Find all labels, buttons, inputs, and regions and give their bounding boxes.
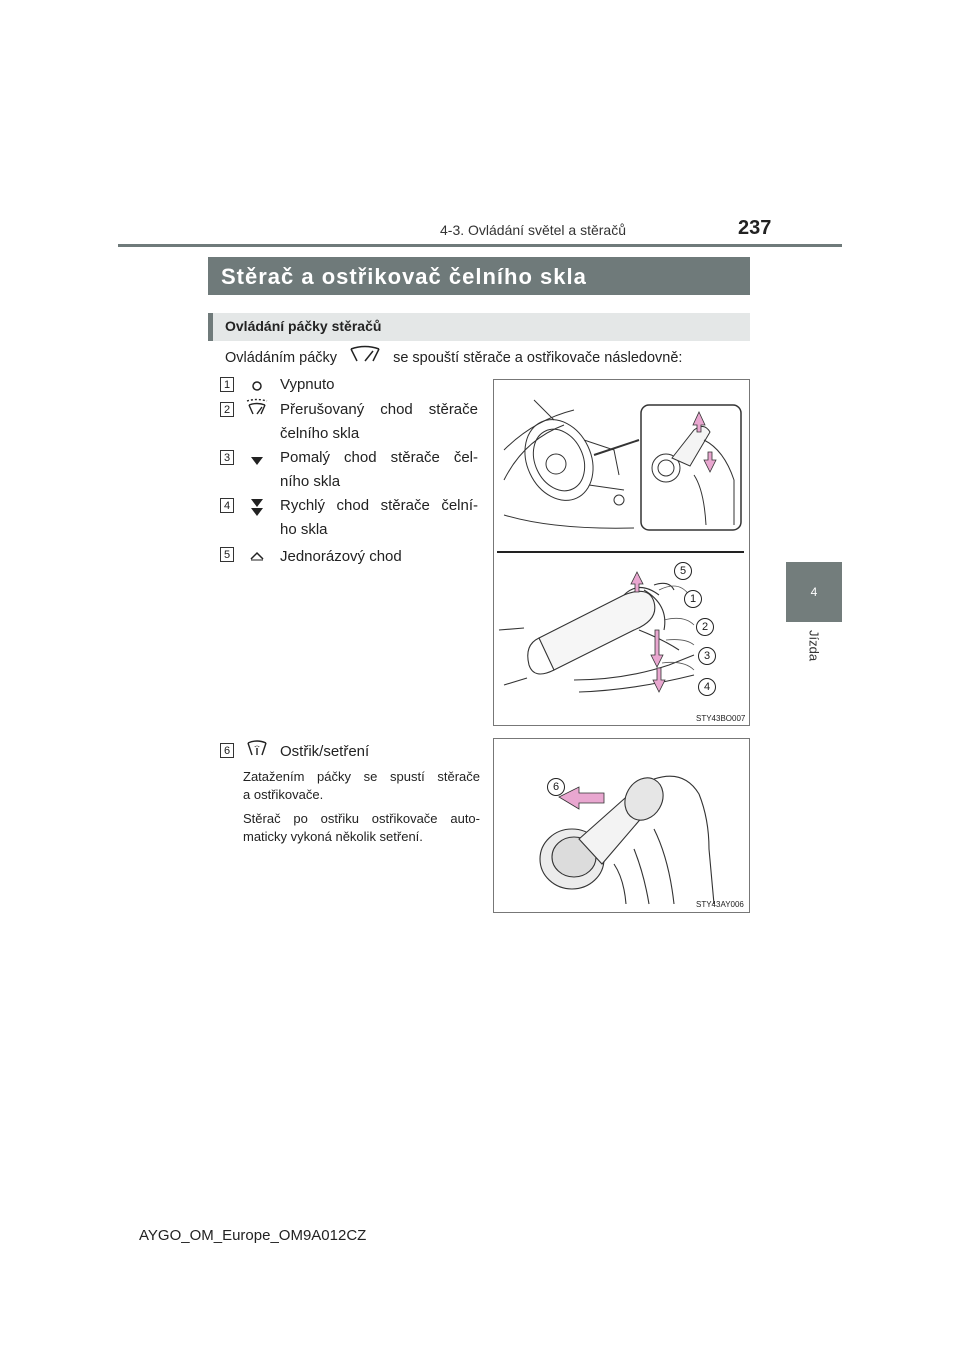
figure-code: STY43AY006 (696, 900, 744, 909)
washer-icon (245, 737, 269, 766)
item-number: 4 (220, 498, 234, 513)
item-text (280, 446, 478, 494)
intermittent-wiper-icon (245, 398, 269, 423)
wiper-icon (341, 351, 389, 365)
item-text: Vypnuto (280, 376, 335, 393)
paragraph (243, 768, 480, 804)
figure-washer-pull (493, 738, 750, 913)
item-number: 2 (220, 402, 234, 417)
item-line: ního skla (280, 473, 341, 490)
item-text: Jednorázový chod (280, 548, 402, 565)
item-text: Ostřik/setření (280, 743, 370, 760)
callout-4: 4 (698, 678, 716, 696)
intro-before: Ovládáním páčky (225, 350, 338, 366)
intro-text (225, 350, 682, 366)
item-text (280, 398, 478, 446)
item-number: 3 (220, 450, 234, 465)
chapter-label: Jízda (806, 630, 822, 662)
callout-3: 3 (698, 647, 716, 665)
item-number: 5 (220, 547, 234, 562)
single-down-triangle-icon (250, 453, 264, 471)
paragraph (243, 810, 480, 846)
page-number: 237 (738, 217, 772, 239)
double-down-triangle-icon (250, 498, 264, 523)
item-line: Přerušovaný chod stěrače (280, 401, 478, 418)
figure-code: STY43BO007 (696, 714, 746, 723)
callout-5: 5 (674, 562, 692, 580)
item-number: 6 (220, 743, 234, 758)
paragraph-line: a ostřikovače. (243, 787, 324, 802)
header-rule (118, 244, 842, 247)
paragraph-line: Stěrač po ostřiku ostřikovače auto- (243, 811, 480, 826)
intro-after: se spouští stěrače a ostřikovače následovně: (393, 350, 683, 366)
page-title: Stěrač a ostřikovač čelního skla (208, 257, 750, 295)
document-footer: AYGO_OM_Europe_OM9A012CZ (139, 1227, 367, 1244)
callout-2: 2 (696, 618, 714, 636)
callout-1: 1 (684, 590, 702, 608)
item-line: Pomalý chod stěrače čel- (280, 449, 478, 466)
paragraph-line: maticky vykoná několik setření. (243, 829, 423, 844)
paragraph-line: Zatažením páčky se spustí stěrače (243, 769, 480, 784)
section-header: 4-3. Ovládání světel a stěračů (440, 222, 626, 238)
item-line: ho skla (280, 521, 328, 538)
item-number: 1 (220, 377, 234, 392)
item-line: Rychlý chod stěrače čelní- (280, 497, 478, 514)
up-chevron-icon (250, 548, 264, 566)
chapter-tab[interactable]: 4 (786, 562, 842, 622)
callout-6: 6 (547, 778, 565, 796)
off-circle-icon (251, 379, 263, 397)
figure-wiper-lever (493, 379, 750, 726)
subsection-title: Ovládání páčky stěračů (208, 313, 750, 341)
item-text (280, 494, 478, 542)
item-line: čelního skla (280, 425, 360, 442)
